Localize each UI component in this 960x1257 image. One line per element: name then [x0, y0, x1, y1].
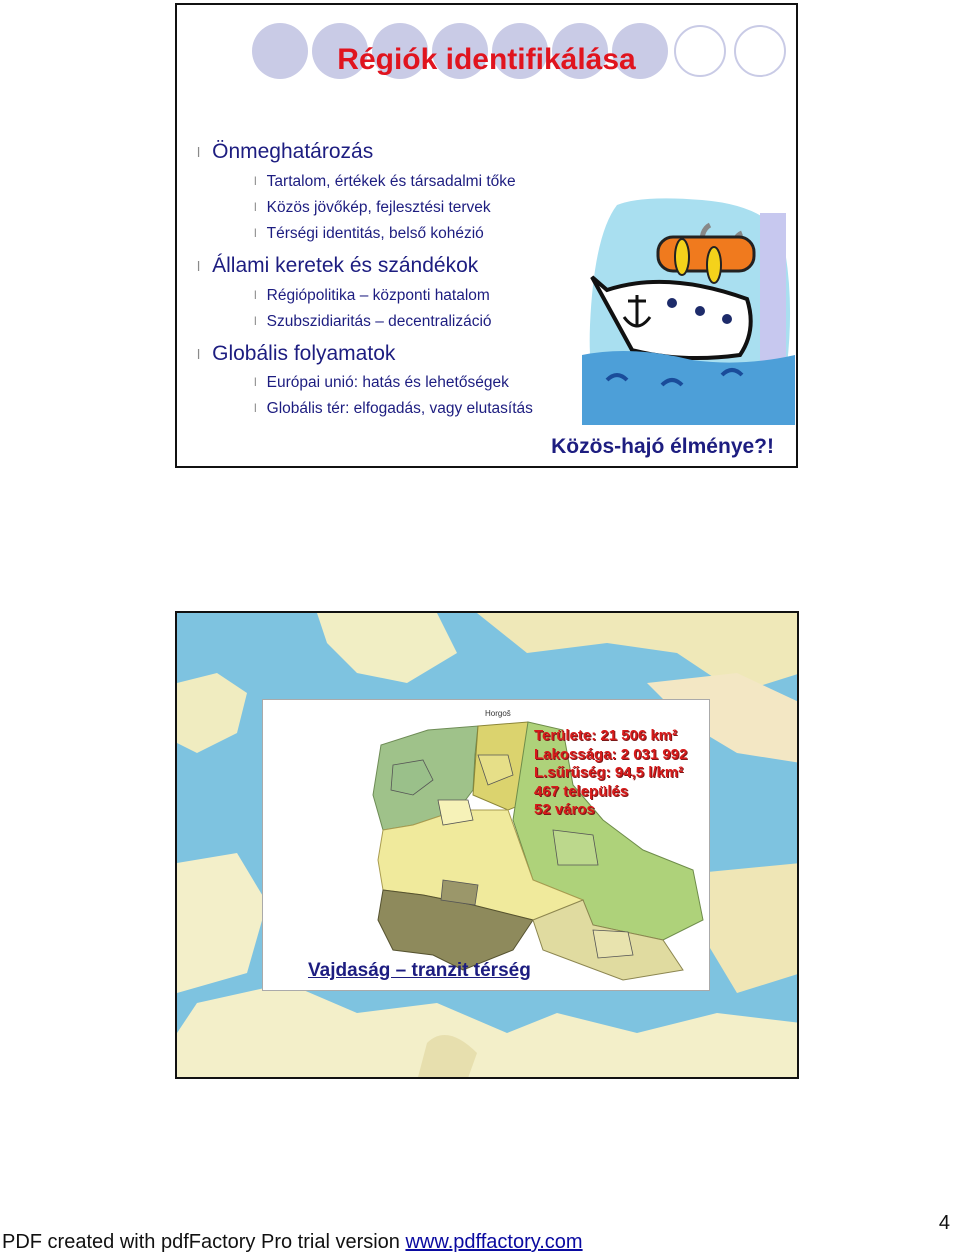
stat-area: Területe: 21 506 km²: [534, 727, 678, 744]
section-heading: l Állami keretek és szándékok: [197, 254, 479, 277]
slide-caption: Közös-hajó élménye?!: [551, 435, 774, 458]
pdffactory-link[interactable]: www.pdffactory.com: [405, 1231, 583, 1253]
list-item: l Szubszidiaritás – decentralizáció: [254, 313, 492, 330]
slide-vajdasag-map: [175, 611, 799, 1079]
stat-cities: 52 város: [534, 801, 595, 818]
list-item: l Régiópolitika – központi hatalom: [254, 287, 490, 304]
list-item: l Közös jövőkép, fejlesztési tervek: [254, 199, 491, 216]
stat-population: Lakossága: 2 031 992: [534, 745, 688, 763]
map-label-horgos: Horgoš: [485, 709, 511, 718]
section-heading: l Globális folyamatok: [197, 342, 396, 365]
stat-settlements: 467 település: [534, 782, 629, 800]
list-item: l Globális tér: elfogadás, vagy elutasítás: [254, 400, 533, 417]
page-number: 4: [938, 1212, 950, 1234]
list-item: l Térségi identitás, belső kohézió: [254, 225, 484, 242]
slide-regiok-identifikalasa: [175, 3, 798, 468]
list-item: l Tartalom, értékek és társadalmi tőke: [254, 173, 516, 190]
map-caption: Vajdaság – tranzit térség: [308, 960, 531, 981]
section-heading: l Önmeghatározás: [197, 140, 374, 163]
stat-density: L.sűrűség: 94,5 l/km²: [534, 764, 684, 781]
list-item: l Európai unió: hatás és lehetőségek: [254, 374, 509, 391]
slide-title: Régiók identifikálása: [337, 43, 636, 76]
ship-illustration: [582, 195, 795, 425]
pdf-footer: PDF created with pdfFactory Pro trial version www.pdffactory.com: [2, 1231, 583, 1253]
region-stats: [534, 727, 687, 820]
